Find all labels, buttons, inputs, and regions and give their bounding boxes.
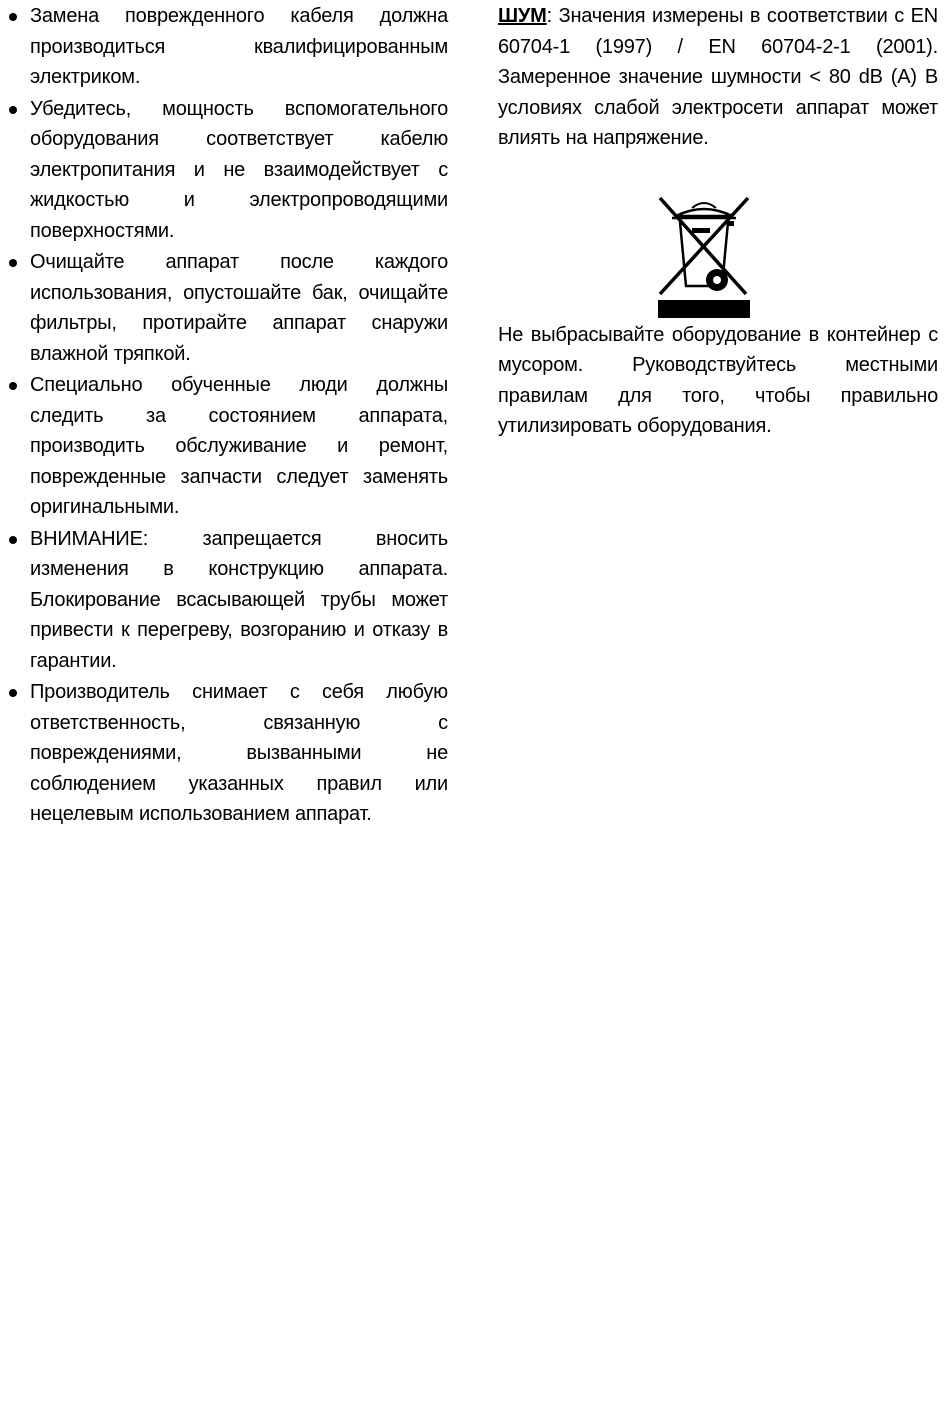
list-item	[8, 370, 448, 523]
noise-label: ШУМ	[498, 5, 547, 27]
bullet-icon	[9, 106, 17, 114]
safety-bullet-list	[8, 1, 448, 830]
bullet-text: Замена поврежденного кабеля должна производиться квалифицированным электриком.	[30, 5, 448, 88]
bullet-icon	[9, 536, 17, 544]
bullet-icon	[9, 382, 17, 390]
list-item	[8, 677, 448, 830]
noise-paragraph	[498, 1, 938, 154]
list-item	[8, 1, 448, 93]
noise-text: : Значения измерены в соответствии с EN 60704-1 (1997) / EN 60704-2-1 (2001). Замеренное значение шумности < 80 dB (A) В условиях слабой электросети аппарат может влиять на напряжение.	[498, 5, 938, 149]
crossed-out-wheeled-bin-icon	[654, 194, 754, 320]
bullet-text: Очищайте аппарат после каждого использования, опустошайте бак, очищайте фильтры, протирайте аппарат снаружи влажной тряпкой.	[30, 251, 448, 365]
list-item	[8, 94, 448, 247]
bullet-text: Убедитесь, мощность вспомогательного оборудования соответствует кабелю электропитания и не взаимодействует с жидкостью и электропроводящими поверхностями.	[30, 97, 448, 242]
left-column	[8, 1, 448, 831]
disposal-paragraph: Не выбрасывайте оборудование в контейнер с мусором. Руководствуйтесь местными правилам для того, чтобы правильно утилизировать оборудования.	[498, 323, 938, 437]
bullet-text: ВНИМАНИЕ: запрещается вносить изменения в конструкцию аппарата. Блокирование всасывающей трубы может привести к перегреву, возгоранию и отказу в гарантии.	[30, 527, 448, 672]
right-column	[498, 1, 938, 442]
bullet-icon	[9, 259, 17, 267]
bullet-text: Специально обученные люди должны следить за состоянием аппарата, производить обслуживание и ремонт, поврежденные запчасти следует заменять оригинальными.	[30, 374, 448, 518]
list-item	[8, 247, 448, 369]
bullet-icon	[9, 13, 17, 21]
list-item	[8, 524, 448, 677]
bullet-icon	[9, 689, 17, 697]
bullet-text: Производитель снимает с себя любую ответственность, связанную с повреждениями, вызванными не соблюдением указанных правил или нецелевым использованием аппарат.	[30, 681, 448, 825]
